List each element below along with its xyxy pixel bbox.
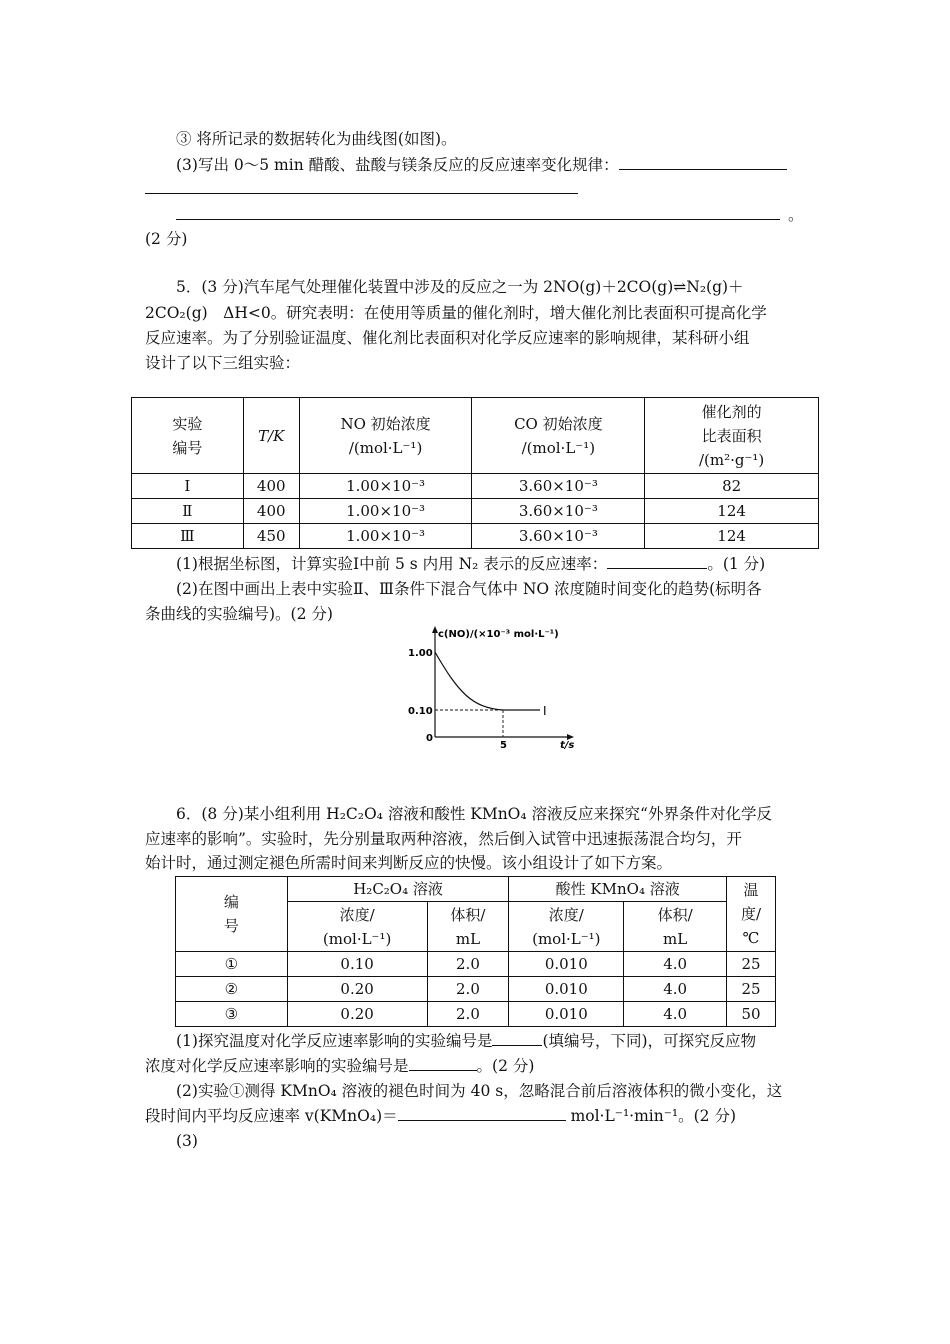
cell: 0.010: [509, 977, 624, 1002]
table-row: [132, 524, 819, 549]
q6-intro-line-1: 6．(8 分)某小组利用 H₂C₂O₄ 溶液和酸性 KMnO₄ 溶液反应来探究“外界条件对化学反: [176, 805, 772, 823]
table-row: [176, 1002, 776, 1027]
q6-part1-text-c: 浓度对化学反应速率影响的实验编号是: [145, 1057, 409, 1075]
cell: 124: [645, 499, 819, 524]
cell: 124: [645, 524, 819, 549]
cell: 1.00×10⁻³: [299, 474, 472, 499]
q4-part3: [176, 154, 811, 176]
cell: 4.0: [624, 977, 727, 1002]
q5-intro-line-3: 反应速率。为了分别验证温度、催化剂比表面积对化学反应速率的影响规律，某科研小组: [145, 329, 750, 347]
q5-intro-line-2: 2CO₂(g) ΔH<0。研究表明：在使用等质量的催化剂时，增大催化剂比表面积可提高化学: [145, 304, 767, 322]
graph-x-tick: 5: [500, 740, 507, 751]
q6-th-id: 编 号: [176, 877, 288, 952]
cell: ②: [176, 977, 288, 1002]
table-row: [132, 474, 819, 499]
q4-answer-blank-1[interactable]: [619, 155, 787, 170]
q5-part1-text: (1)根据坐标图，计算实验Ⅰ中前 5 s 内用 N₂ 表示的反应速率：: [176, 555, 608, 573]
q6-part2-line-1: (2)实验①测得 KMnO₄ 溶液的褪色时间为 40 s，忽略混合前后溶液体积的微小变化，这: [176, 1082, 783, 1100]
q6-part2-text-a: 段时间内平均反应速率 v(KMnO₄)＝: [145, 1107, 398, 1125]
q4-answer-line-3: [176, 204, 811, 226]
q6-table-header-1: [176, 877, 776, 902]
cell: ①: [176, 952, 288, 977]
table-row: [176, 952, 776, 977]
cell: 0.10: [287, 952, 427, 977]
cell: 50: [727, 1002, 776, 1027]
graph-x-label: t/s: [560, 740, 575, 751]
q6-part1-blank-1[interactable]: [492, 1031, 542, 1046]
q5-intro-line-4: 设计了以下三组实验：: [145, 354, 301, 372]
cell: 0.010: [509, 1002, 624, 1027]
q5-table-header: [132, 398, 819, 474]
q6-table: [175, 876, 776, 1027]
cell: 3.60×10⁻³: [472, 524, 645, 549]
cell: 25: [727, 977, 776, 1002]
cell: 1.00×10⁻³: [299, 524, 472, 549]
q5-th-id: 实验 编号: [132, 398, 244, 474]
cell: 0.20: [287, 977, 427, 1002]
table-row: [132, 499, 819, 524]
graph-y-tick-2: 0.10: [408, 706, 433, 717]
q4-answer-line-2: [145, 178, 811, 200]
cell: 450: [243, 524, 299, 549]
cell: 2.0: [427, 1002, 509, 1027]
graph-origin: 0: [426, 733, 433, 744]
cell: 400: [243, 499, 299, 524]
graph-y-tick-1: 1.00: [408, 648, 433, 659]
cell: 2.0: [427, 952, 509, 977]
q5-intro-line-1: 5．(3 分)汽车尾气处理催化装置中涉及的反应之一为 2NO(g)＋2CO(g)⇌N₂(g)＋: [176, 278, 744, 296]
q5-part1-blank[interactable]: [607, 554, 707, 569]
q6-th-group-1: H₂C₂O₄ 溶液: [287, 877, 509, 902]
q5-part2-line-2: 条曲线的实验编号)。(2 分): [145, 605, 333, 623]
q5-th-area: 催化剂的 比表面积 /(m²·g⁻¹): [645, 398, 819, 474]
q5-part1-score: 。(1 分): [707, 555, 766, 573]
cell: 2.0: [427, 977, 509, 1002]
graph-curve-label: Ⅰ: [543, 704, 547, 718]
q5-graph-svg: [400, 624, 590, 754]
graph-y-label: c(NO)/(×10⁻³ mol·L⁻¹): [438, 629, 559, 640]
q5-th-no: NO 初始浓度 /(mol·L⁻¹): [299, 398, 472, 474]
q4-answer-blank-3[interactable]: [176, 205, 780, 220]
cell: 25: [727, 952, 776, 977]
q4-answer-blank-2[interactable]: [145, 179, 578, 194]
cell: 4.0: [624, 952, 727, 977]
cell: 3.60×10⁻³: [472, 499, 645, 524]
q6-part3: (3): [176, 1132, 198, 1150]
q5-table: [131, 397, 819, 549]
cell: ③: [176, 1002, 288, 1027]
q6-part2-text-b: mol·L⁻¹·min⁻¹。(2 分): [565, 1107, 737, 1125]
q6-part1-text-d: 。(2 分): [476, 1057, 535, 1075]
q6-part1-text-b: (填编号，下同)，可探究反应物: [542, 1032, 757, 1050]
cell: Ⅲ: [132, 524, 244, 549]
table-row: [176, 977, 776, 1002]
q6-part1-line-1: [176, 1030, 811, 1052]
q4-end-mark: 。: [788, 206, 804, 224]
q5-part2-line-1: (2)在图中画出上表中实验Ⅱ、Ⅲ条件下混合气体中 NO 浓度随时间变化的趋势(标明各: [176, 580, 762, 598]
q4-step3: ③ 将所记录的数据转化为曲线图(如图)。: [176, 130, 457, 148]
q5-graph[interactable]: [400, 624, 590, 754]
cell: Ⅱ: [132, 499, 244, 524]
cell: 400: [243, 474, 299, 499]
q6-th-group-2: 酸性 KMnO₄ 溶液: [509, 877, 727, 902]
cell: 0.20: [287, 1002, 427, 1027]
cell: Ⅰ: [132, 474, 244, 499]
q6-th-vol-1: 体积/ mL: [427, 902, 509, 952]
q6-part2-blank[interactable]: [398, 1106, 566, 1121]
cell: 1.00×10⁻³: [299, 499, 472, 524]
cell: 82: [645, 474, 819, 499]
q6-intro-line-2: 应速率的影响”。实验时，先分别量取两种溶液，然后倒入试管中迅速振荡混合均匀，开: [145, 830, 742, 848]
q6-part1-text-a: (1)探究温度对化学反应速率影响的实验编号是: [176, 1032, 493, 1050]
cell: 4.0: [624, 1002, 727, 1027]
q5-th-co: CO 初始浓度 /(mol·L⁻¹): [472, 398, 645, 474]
q4-score: (2 分): [145, 230, 188, 248]
cell: 0.010: [509, 952, 624, 977]
q6-intro-line-3: 始计时，通过测定褪色所需时间来判断反应的快慢。该小组设计了如下方案。: [145, 854, 673, 872]
curve-I: [435, 652, 540, 710]
q5-th-temp: T/K: [243, 398, 299, 474]
q6-th-vol-2: 体积/ mL: [624, 902, 727, 952]
q5-part1: [176, 553, 811, 575]
q6-th-temp: 温 度/ ℃: [727, 877, 776, 952]
q6-part1-blank-2[interactable]: [409, 1056, 477, 1071]
q4-part3-text: (3)写出 0～5 min 醋酸、盐酸与镁条反应的反应速率变化规律：: [176, 156, 619, 174]
q6-part1-line-2: [145, 1055, 811, 1077]
q6-th-conc-1: 浓度/ (mol·L⁻¹): [287, 902, 427, 952]
cell: 3.60×10⁻³: [472, 474, 645, 499]
q6-part2-line-2: [145, 1105, 811, 1127]
q6-th-conc-2: 浓度/ (mol·L⁻¹): [509, 902, 624, 952]
